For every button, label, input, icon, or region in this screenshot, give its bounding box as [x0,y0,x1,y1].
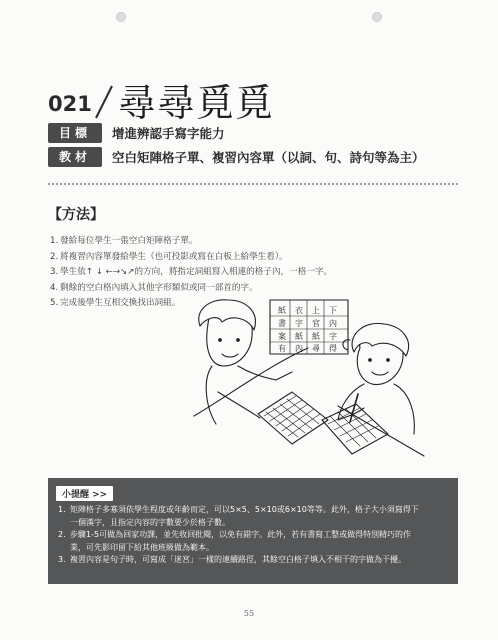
board-char: 內 [295,344,303,353]
goal-text: 增進辨認手寫字能力 [112,126,225,141]
tips-box [48,478,458,584]
lesson-header [48,66,274,125]
board-char: 紙 [278,306,286,315]
board-char: 下 [329,306,337,315]
board-char: 官 [312,319,320,328]
materials-row [48,147,425,167]
step-item: 5. 完成後學生互相交換找出詞組。 [50,298,181,308]
step-item: 2. 將複習內容單發給學生（也可投影或寫在白板上給學生看）。 [50,251,288,262]
board-char: 尋 [312,344,320,353]
board-char: 得 [329,344,337,353]
materials-text: 空白矩陣格子單、複習內容單（以詞、句、詩句等為主） [112,150,425,165]
slash-divider [92,72,118,122]
board-char: 有 [278,344,286,353]
tip-item: 3. 複習內容是句子時，可寫成「迷宮」一樣的連續路徑，其餘空白格子填入不相干的字做為干擾。 [58,555,406,565]
page-number: 55 [243,609,255,618]
board-char: 內 [329,319,337,328]
step-item: 4. 剩餘的空白格內填入其他字形類似或同一部首的字。 [50,282,258,293]
board-char: 紙 [295,332,303,341]
punch-hole [116,12,126,22]
step-item: 3. 學生依↑ ↓ ←→↘↗的方向，將指定詞組寫入相連的格子內，一格一字。 [50,267,333,277]
lesson-number: 021 [48,92,92,116]
board-char: 字 [295,319,303,328]
tips-heading: 小提醒 >> [56,486,113,501]
tip-item: 2. 步驟1-5可做為回家功課，並先收回批閱，以免有錯字。此外，若有書寫工整或做得特別精巧的作 業，可先影印留下給其他班級做為範本。 [58,530,412,552]
board-char: 字 [329,332,337,341]
lesson-title: 尋尋覓覓 [117,81,274,125]
tip-item: 1. 矩陣格子多寡須依學生程度或年齡而定，可以5×5、5×10或6×10等等。此外，格子大小須寫得下 一個漢字，且指定內容的字數要少於格子數。 [58,505,419,527]
board-char: 上 [312,306,320,315]
materials-tag: 教材 [48,147,102,167]
step-item: 1. 發給每位學生一張空白矩陣格子單。 [50,236,198,246]
method-heading: 【方法】 [48,207,104,223]
punch-hole [372,12,382,22]
board-char: 案 [278,332,286,341]
dotted-divider [48,183,458,185]
board-char: 衣 [295,306,303,315]
tips-list [58,504,453,567]
classroom-illustration [188,296,434,471]
goal-row [48,123,225,143]
goal-tag: 目標 [48,123,102,143]
board-char: 紙 [312,332,320,341]
board-char: 書 [278,319,286,328]
